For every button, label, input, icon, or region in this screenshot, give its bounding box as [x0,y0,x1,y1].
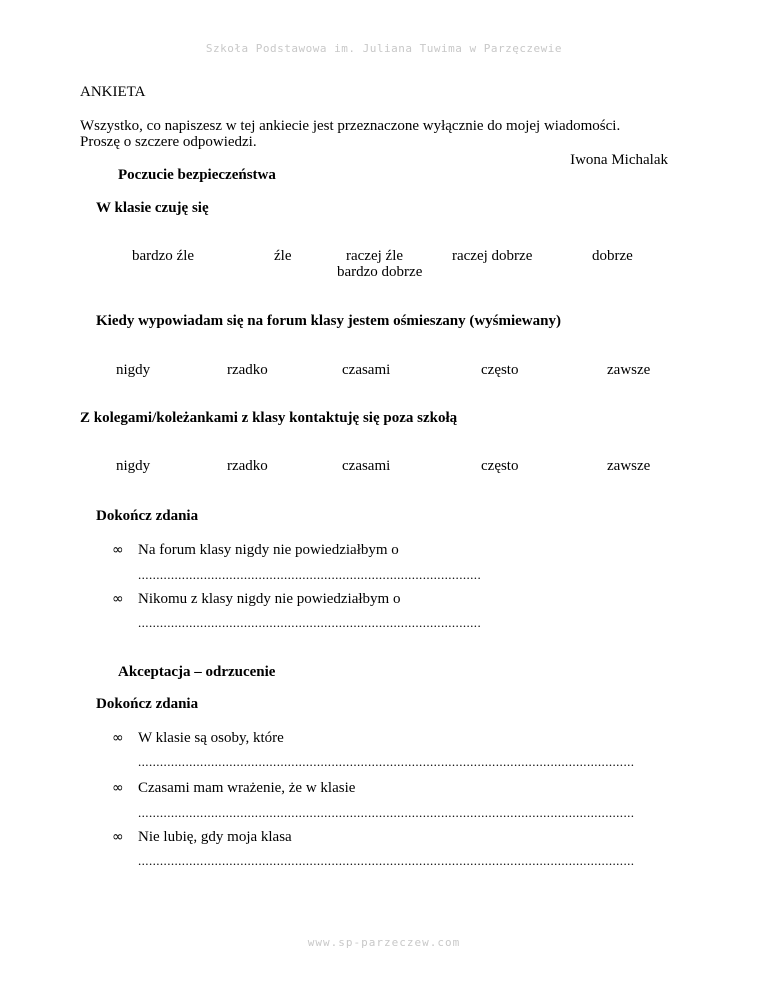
bullet-icon: ∞ [112,829,124,845]
page-header: Szkoła Podstawowa im. Juliana Tuwima w Parzęczewie [205,42,563,55]
bullet-icon: ∞ [112,780,124,796]
prompt-3: W klasie są osoby, które [138,730,284,746]
intro-line-1: Wszystko, co napiszesz w tej ankiecie jest przeznaczone wyłącznie do mojej wiadomości. [80,118,621,134]
prompt-2: Nikomu z klasy nigdy nie powiedziałbym o [138,591,401,607]
q3-option-1[interactable]: nigdy [116,458,151,474]
prompt-1: Na forum klasy nigdy nie powiedziałbym o [138,542,399,558]
q2-option-3[interactable]: czasami [342,362,391,378]
answer-line-3[interactable]: ........................................................................................................................................ [138,754,635,769]
q3-option-3[interactable]: czasami [342,458,391,474]
prompt-5: Nie lubię, gdy moja klasa [138,829,292,845]
q1-option-6[interactable]: bardzo dobrze [337,264,423,280]
q2-option-4[interactable]: często [481,362,519,378]
question-3-title: Z kolegami/koleżankami z klasy kontaktuję się poza szkołą [80,410,458,426]
bullet-icon: ∞ [112,591,124,607]
author-name: Iwona Michalak [570,152,668,168]
page-footer: www.sp-parzeczew.com [307,936,461,949]
q2-option-5[interactable]: zawsze [607,362,651,378]
document-title: ANKIETA [80,84,146,100]
bullet-icon: ∞ [112,542,124,558]
q2-option-1[interactable]: nigdy [116,362,151,378]
q1-option-5[interactable]: dobrze [592,248,633,264]
q1-option-4[interactable]: raczej dobrze [452,248,533,264]
section-title-safety: Poczucie bezpieczeństwa [118,167,276,183]
bullet-icon: ∞ [112,730,124,746]
answer-line-4[interactable]: ........................................................................................................................................ [138,805,635,820]
q1-option-3[interactable]: raczej źle [346,248,404,264]
section-title-acceptance: Akceptacja – odrzucenie [118,664,276,680]
prompt-4: Czasami mam wrażenie, że w klasie [138,780,356,796]
q3-option-5[interactable]: zawsze [607,458,651,474]
complete-sentences-title-2: Dokończ zdania [96,696,199,712]
complete-sentences-title-1: Dokończ zdania [96,508,199,524]
q1-option-1[interactable]: bardzo źle [132,248,195,264]
answer-line-1[interactable]: .............................................................................................. [138,567,482,582]
q1-option-2[interactable]: źle [274,248,292,264]
intro-line-2: Proszę o szczere odpowiedzi. [80,134,257,150]
q2-option-2[interactable]: rzadko [227,362,268,378]
q3-option-2[interactable]: rzadko [227,458,268,474]
question-2-title: Kiedy wypowiadam się na forum klasy jestem ośmieszany (wyśmiewany) [96,313,561,329]
answer-line-5[interactable]: ........................................................................................................................................ [138,853,635,868]
question-1-title: W klasie czuję się [96,200,209,216]
answer-line-2[interactable]: .............................................................................................. [138,615,482,630]
q3-option-4[interactable]: często [481,458,519,474]
